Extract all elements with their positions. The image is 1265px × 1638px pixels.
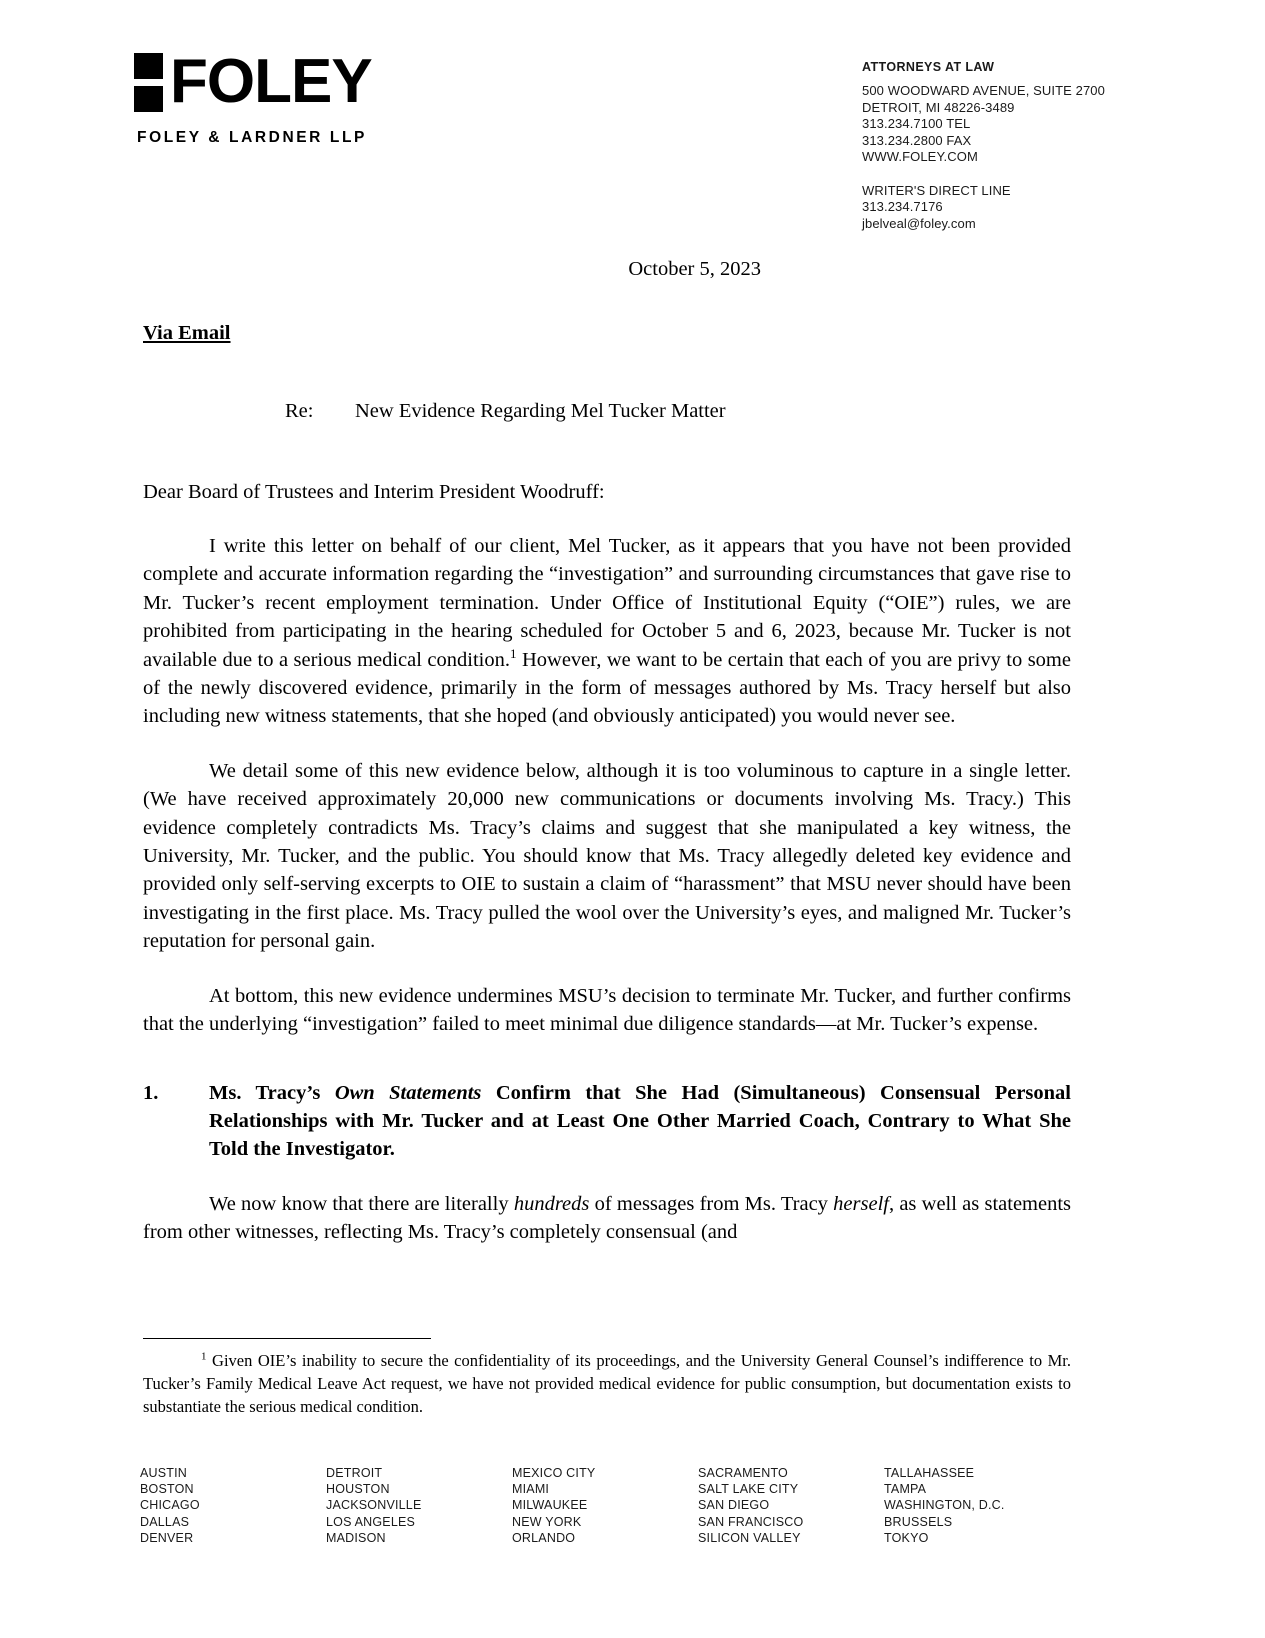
office-city: JACKSONVILLE xyxy=(326,1498,422,1513)
paragraph-4-italic-hundreds: hundreds xyxy=(513,1192,590,1215)
re-line xyxy=(143,400,1071,423)
logo-squares-icon xyxy=(134,53,163,112)
letterhead xyxy=(0,44,1265,244)
logo-row xyxy=(134,47,554,116)
paragraph-2: We detail some of this new evidence below, although it is too voluminous to capture in a single letter. (We have received approximately 20,000 new communications or documents involving Ms. Tracy.) This evidence completely contradicts Ms. Tracy’s claims and suggest that she manipulated a key witness, the University, Mr. Tucker, and the public. You should know that Ms. Tracy allegedly deleted key evidence and provided only self-serving excerpts to OIE to sustain a claim of “harassment” that MSU never should have been investigating in the first place. Ms. Tracy pulled the wool over the University’s eyes, and maligned Mr. Tucker’s reputation for personal gain. xyxy=(143,759,1071,953)
office-city: TOKYO xyxy=(884,1530,929,1545)
office-city: MIAMI xyxy=(512,1482,550,1497)
paragraph-4-part-b: of messages from Ms. Tracy xyxy=(589,1192,834,1215)
footnote-body-text: Given OIE’s inability to secure the confidentiality of its proceedings, and the University General Counsel’s indifference to Mr. Tucker’s Family Medical Leave Act request, we have not provided medical evidence for public consumption, but documentation exists to substantiate the serious medical condition. xyxy=(143,1351,1071,1416)
paragraph-1 xyxy=(143,532,1071,731)
office-city: BOSTON xyxy=(140,1482,194,1497)
footnote-area xyxy=(143,1338,1071,1418)
paragraph-1-part-a: I write this letter on behalf of our client, Mel Tucker, as it appears that you have not been provided complete and accurate information regarding the “investigation” and surrounding circumstances that gave rise to Mr. Tucker’s recent employment termination. Under Office of Institutional Equity (“OIE”) rules, we are prohibited from participating in the hearing scheduled for October 5 and 6, 2023, because Mr. Tucker is not available due to a serious medical condition. xyxy=(143,535,1071,671)
office-column-1 xyxy=(140,1465,326,1546)
section-heading-1 xyxy=(143,1079,1071,1164)
footnote-number: 1 xyxy=(201,1350,207,1363)
address-line-website: WWW.FOLEY.COM xyxy=(862,149,978,164)
office-city: MEXICO CITY xyxy=(512,1466,596,1480)
section-heading-text xyxy=(209,1079,1071,1164)
office-city: WASHINGTON, D.C. xyxy=(884,1498,1005,1513)
office-city: BRUSSELS xyxy=(884,1514,953,1529)
office-city: DETROIT xyxy=(326,1466,383,1480)
logo-wordmark: FOLEY xyxy=(170,47,372,116)
logo-subtitle: FOLEY & LARDNER LLP xyxy=(137,129,367,146)
letter-date: October 5, 2023 xyxy=(628,258,761,280)
office-city: LOS ANGELES xyxy=(326,1514,416,1529)
footnote-separator-rule xyxy=(143,1338,431,1339)
paragraph-3: At bottom, this new evidence undermines MSU’s decision to terminate Mr. Tucker, and further confirms that the underlying “investigation” failed to meet minimal due diligence standards—at Mr. Tucker’s expense. xyxy=(143,984,1071,1036)
office-city: CHICAGO xyxy=(140,1498,200,1513)
office-column-5 xyxy=(884,1465,1070,1546)
office-city: ORLANDO xyxy=(512,1530,576,1545)
office-locations-footer xyxy=(140,1465,1100,1546)
office-city: TALLAHASSEE xyxy=(884,1466,975,1480)
office-column-2 xyxy=(326,1465,512,1546)
paragraph-4-part-c: , as well as statements from other witnesses, reflecting Ms. Tracy’s completely consensual (and xyxy=(143,1192,1072,1244)
contact-spacer xyxy=(862,166,1192,183)
letter-body xyxy=(143,250,1071,1247)
address-line-fax: 313.234.2800 FAX xyxy=(862,132,972,148)
office-city: SAN DIEGO xyxy=(698,1498,770,1513)
heading-part-1: Ms. Tracy’s xyxy=(209,1081,335,1104)
paragraph-4-italic-herself: herself xyxy=(833,1192,889,1215)
address-line-city: DETROIT, MI 48226-3489 xyxy=(862,99,1015,115)
address-line-tel: 313.234.7100 TEL xyxy=(862,116,971,131)
paragraph-1-part-b: However, we want to be certain that each of you are privy to some of the newly discovered evidence, primarily in the form of messages authored by Ms. Tracy herself but also including new witness statements, that she hoped (and obviously anticipated) you would never see. xyxy=(143,648,1071,728)
office-column-4 xyxy=(698,1465,884,1546)
office-city: DALLAS xyxy=(140,1514,190,1529)
address-line-street: 500 WOODWARD AVENUE, SUITE 2700 xyxy=(862,83,1105,98)
attorneys-at-law-label: ATTORNEYS AT LAW xyxy=(862,60,995,74)
office-city: MADISON xyxy=(326,1530,386,1545)
office-city: NEW YORK xyxy=(512,1514,582,1529)
footnote-1 xyxy=(143,1349,1071,1418)
office-city: SACRAMENTO xyxy=(698,1466,788,1480)
office-city: SILICON VALLEY xyxy=(698,1530,801,1545)
office-city: TAMPA xyxy=(884,1482,927,1497)
office-city: AUSTIN xyxy=(140,1466,188,1480)
letterhead-contact-block xyxy=(862,60,1192,232)
re-subject: New Evidence Regarding Mel Tucker Matter xyxy=(355,400,726,422)
heading-italic-phrase: Own Statements xyxy=(334,1081,482,1104)
heading-part-2: Confirm that She Had (Simultaneous) Consensual Personal Relationships with Mr. Tucker and at Least One Other Married Coach, Contrary to What She Told the Investigator. xyxy=(209,1081,1071,1161)
office-city: HOUSTON xyxy=(326,1482,390,1497)
salutation: Dear Board of Trustees and Interim President Woodruff: xyxy=(143,481,605,503)
via-email-label: Via Email xyxy=(143,322,231,344)
writers-direct-email: jbelveal@foley.com xyxy=(862,215,976,231)
foley-logo xyxy=(134,47,554,147)
office-city: SALT LAKE CITY xyxy=(698,1482,799,1497)
footnote-reference-1[interactable]: 1 xyxy=(509,645,517,661)
paragraph-4 xyxy=(143,1190,1071,1247)
office-column-3 xyxy=(512,1465,698,1546)
writers-direct-line-label: WRITER'S DIRECT LINE xyxy=(862,182,1011,198)
section-number: 1. xyxy=(143,1081,159,1104)
writers-direct-phone: 313.234.7176 xyxy=(862,199,943,214)
office-city: DENVER xyxy=(140,1530,194,1545)
office-city: SAN FRANCISCO xyxy=(698,1514,804,1529)
re-label: Re: xyxy=(285,400,314,422)
paragraph-4-part-a: We now know that there are literally xyxy=(209,1192,514,1215)
office-city: MILWAUKEE xyxy=(512,1498,588,1513)
